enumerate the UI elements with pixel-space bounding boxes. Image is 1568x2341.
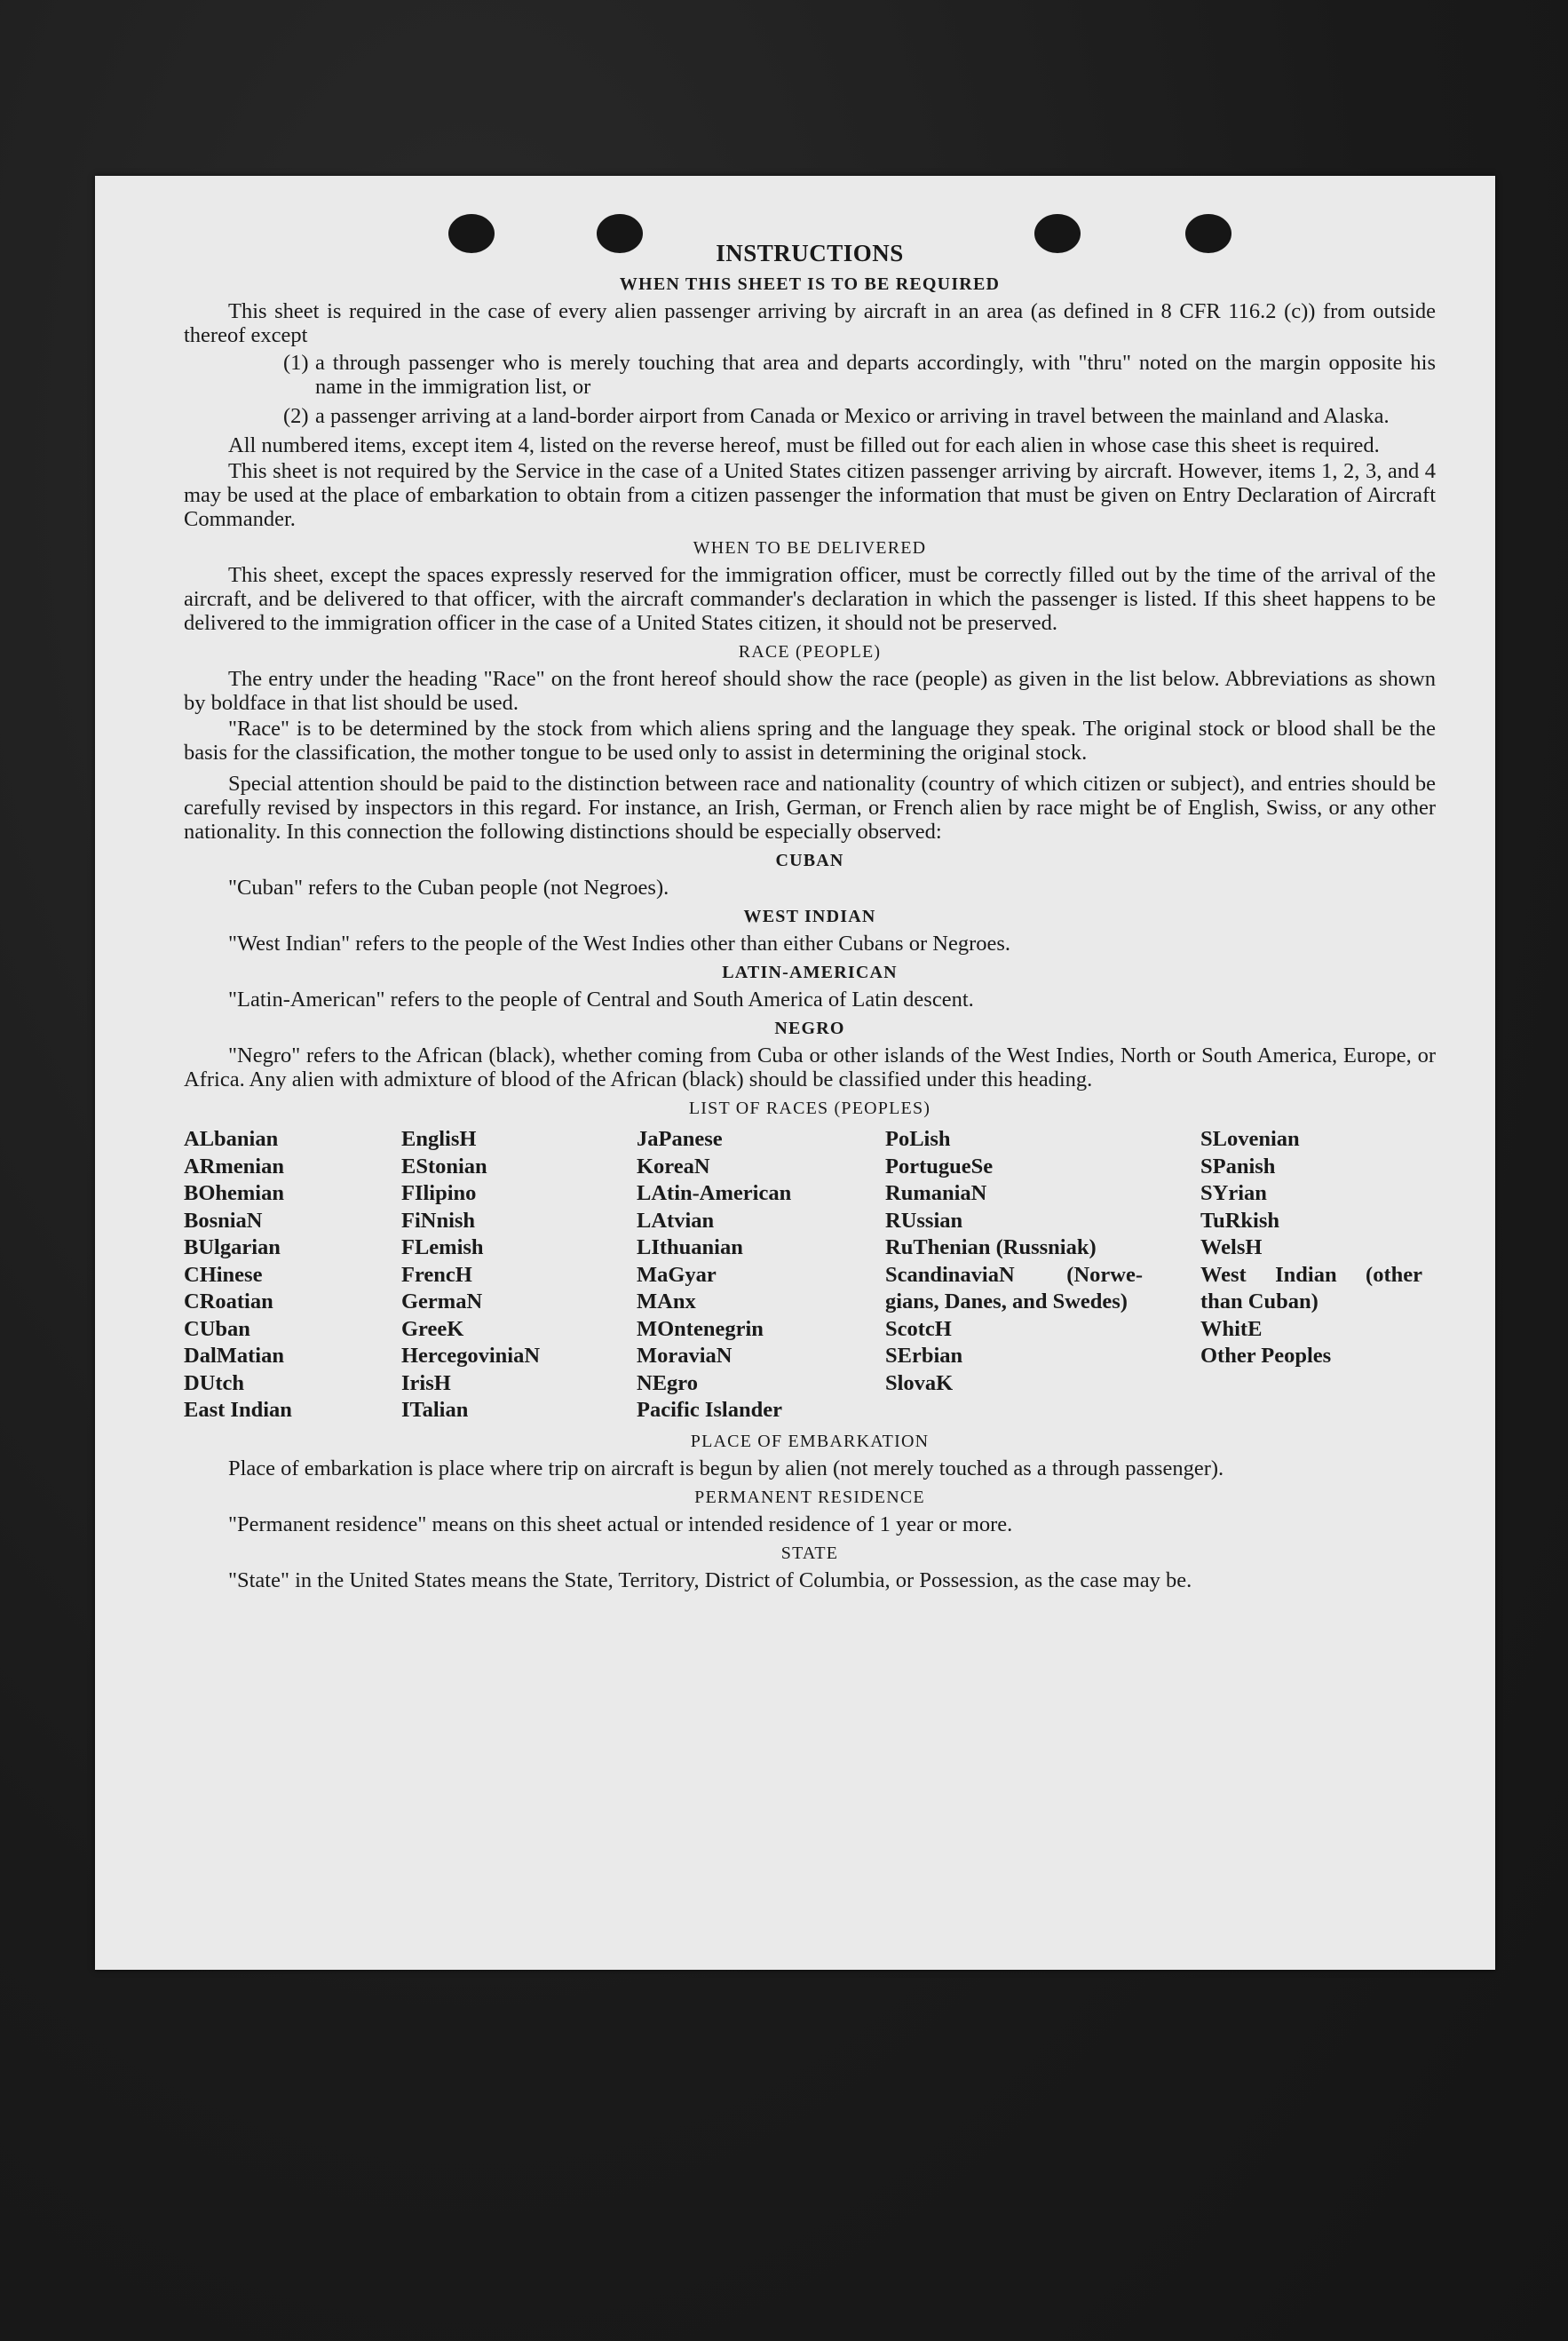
race-entry: Pacific Islander: [637, 1398, 782, 1422]
race-entry: SYrian: [1200, 1181, 1267, 1205]
instruction-sheet: [95, 176, 1495, 1970]
race-entry: TuRkish: [1200, 1208, 1280, 1233]
paragraph: "Permanent residence" means on this sheet actual or intended residence of 1 year or more.: [228, 1512, 1013, 1536]
race-entry: FIlipino: [401, 1181, 477, 1205]
races-column: [885, 1126, 1200, 1424]
paragraph: The entry under the heading "Race" on the front hereof should show the race (people) as given in the list below. Abbreviations as shown by boldface in that list should be used.: [184, 667, 1436, 715]
races-column: [637, 1126, 885, 1424]
race-entry: West Indian (other than Cuban): [1200, 1262, 1422, 1313]
race-entry: EnglisH: [401, 1127, 477, 1151]
race-entry: RumaniaN: [885, 1181, 987, 1205]
race-entry: SLovenian: [1200, 1127, 1300, 1151]
exception-item: [184, 404, 1436, 428]
item-number: (2): [283, 404, 309, 428]
race-entry: RuThenian (Russniak): [885, 1235, 1097, 1259]
races-column: [184, 1126, 401, 1424]
race-entry: CUban: [184, 1316, 250, 1341]
race-entry: ARmenian: [184, 1154, 284, 1178]
paragraph: This sheet, except the spaces expressly reserved for the immigration officer, must be correctly filled out by the time of the arrival of the aircraft, and be delivered to that officer, with the aircraft commander's declaration in which the passenger is listed. If this sheet happens to be delivered to the immigration officer in the case of a United States citizen, it should not be preserved.: [184, 563, 1436, 635]
race-entry: East Indian: [184, 1398, 292, 1422]
section-heading-permanent-residence: PERMANENT RESIDENCE: [694, 1487, 925, 1507]
race-entry: ALbanian: [184, 1127, 279, 1151]
paragraph: Special attention should be paid to the distinction between race and nationality (country of which citizen or subject), and entries should be carefully revised by inspectors in this regard. For instance, an Irish, German, or French alien by race might be of English, Swiss, or any other nationality. In this connection the following distinctions should be especially observed:: [184, 772, 1436, 844]
race-entry: SErbian: [885, 1344, 963, 1368]
section-heading-negro: NEGRO: [774, 1019, 845, 1038]
race-entry: PoLish: [885, 1127, 951, 1151]
paragraph: "Negro" refers to the African (black), whether coming from Cuba or other islands of the West Indies, North or South America, Europe, or Africa. Any alien with admixture of blood of the African (black) should be classified under this heading.: [184, 1044, 1436, 1091]
paragraph: "State" in the United States means the State, Territory, District of Columbia, or Possession, as the case may be.: [228, 1567, 1192, 1592]
section-heading-state: STATE: [780, 1543, 839, 1563]
race-entry: ScotcH: [885, 1316, 952, 1341]
race-entry: BOhemian: [184, 1181, 284, 1205]
section-heading-race: RACE (PEOPLE): [738, 642, 882, 662]
race-entry: WelsH: [1200, 1235, 1263, 1259]
race-entry: ITalian: [401, 1398, 469, 1422]
race-entry: GermaN: [401, 1290, 483, 1313]
paragraph: This sheet is required in the case of every alien passenger arriving by aircraft in an area (as defined in 8 CFR 116.2 (c)) from outside thereof except: [184, 299, 1436, 347]
race-entry: BosniaN: [184, 1208, 263, 1233]
section-heading-when-delivered: WHEN TO BE DELIVERED: [693, 538, 927, 558]
paragraph: Place of embarkation is place where trip on aircraft is begun by alien (not merely touched as a through passenger).: [228, 1456, 1224, 1480]
item-text: a through passenger who is merely touching that area and departs accordingly, with "thru" noted on the margin opposite his name in the immigration list, or: [315, 351, 1436, 399]
paragraph: "West Indian" refers to the people of the West Indies other than either Cubans or Negroes.: [228, 932, 1011, 956]
race-entry: KoreaN: [637, 1154, 710, 1178]
page-title: INSTRUCTIONS: [716, 240, 904, 266]
race-entry: NEgro: [637, 1370, 698, 1395]
sheet-content: [184, 242, 1436, 1594]
race-entry: RUssian: [885, 1208, 963, 1233]
item-number: (1): [283, 351, 309, 375]
race-entry: ScandinaviaN (Norwe-gians, Danes, and Swedes): [885, 1262, 1143, 1313]
paragraph: This sheet is not required by the Service in the case of a United States citizen passenger arriving by aircraft. However, items 1, 2, 3, and 4 may be used at the place of embarkation to obtain from a citizen passenger the information that must be given on Entry Declaration of Aircraft Commander.: [184, 459, 1436, 531]
section-heading-list-of-races: LIST OF RACES (PEOPLES): [688, 1099, 931, 1118]
race-entry: MOntenegrin: [637, 1316, 764, 1341]
race-entry: SPanish: [1200, 1154, 1276, 1178]
section-heading-when-required: WHEN THIS SHEET IS TO BE REQUIRED: [619, 274, 1001, 294]
race-entry: DUtch: [184, 1370, 245, 1395]
race-entry: LAtvian: [637, 1208, 715, 1233]
section-heading-west-indian: WEST INDIAN: [743, 907, 876, 926]
race-entry: Other Peoples: [1200, 1344, 1332, 1368]
race-entry: PortugueSe: [885, 1154, 994, 1178]
race-entry: FLemish: [401, 1235, 484, 1259]
section-heading-place-of-embarkation: PLACE OF EMBARKATION: [690, 1431, 930, 1451]
race-entry: EStonian: [401, 1154, 487, 1178]
races-column: [1200, 1126, 1436, 1424]
race-entry: DalMatian: [184, 1344, 284, 1368]
race-entry: MaGyar: [637, 1262, 717, 1287]
exception-item: [184, 351, 1436, 399]
race-entry: HercegoviniaN: [401, 1344, 541, 1368]
race-entry: MoraviaN: [637, 1344, 733, 1368]
item-text: a passenger arriving at a land-border airport from Canada or Mexico or arriving in travel between the mainland and Alaska.: [315, 404, 1390, 428]
paragraph: All numbered items, except item 4, listed on the reverse hereof, must be filled out for each alien in whose case this sheet is required.: [228, 433, 1380, 457]
race-entry: JaPanese: [637, 1127, 723, 1151]
races-list: [184, 1126, 1436, 1424]
race-entry: CRoatian: [184, 1290, 273, 1313]
paragraph: "Latin-American" refers to the people of Central and South America of Latin descent.: [228, 988, 974, 1012]
race-entry: FiNnish: [401, 1208, 476, 1233]
paragraph: "Race" is to be determined by the stock from which aliens spring and the language they speak. The original stock or blood shall be the basis for the classification, the mother tongue to be used only to assist in determining the original stock.: [184, 717, 1436, 765]
race-entry: BUlgarian: [184, 1235, 281, 1259]
race-entry: IrisH: [401, 1370, 451, 1395]
race-entry: WhitE: [1200, 1316, 1263, 1341]
race-entry: CHinese: [184, 1262, 263, 1287]
race-entry: SlovaK: [885, 1370, 954, 1395]
section-heading-latin-american: LATIN-AMERICAN: [722, 963, 898, 982]
section-heading-cuban: CUBAN: [775, 851, 844, 870]
paragraph: "Cuban" refers to the Cuban people (not Negroes).: [228, 876, 669, 900]
race-entry: FrencH: [401, 1262, 472, 1287]
races-column: [401, 1126, 637, 1424]
race-entry: LAtin-American: [637, 1181, 792, 1205]
race-entry: MAnx: [637, 1290, 696, 1313]
race-entry: LIthuanian: [637, 1235, 743, 1259]
race-entry: GreeK: [401, 1316, 464, 1341]
